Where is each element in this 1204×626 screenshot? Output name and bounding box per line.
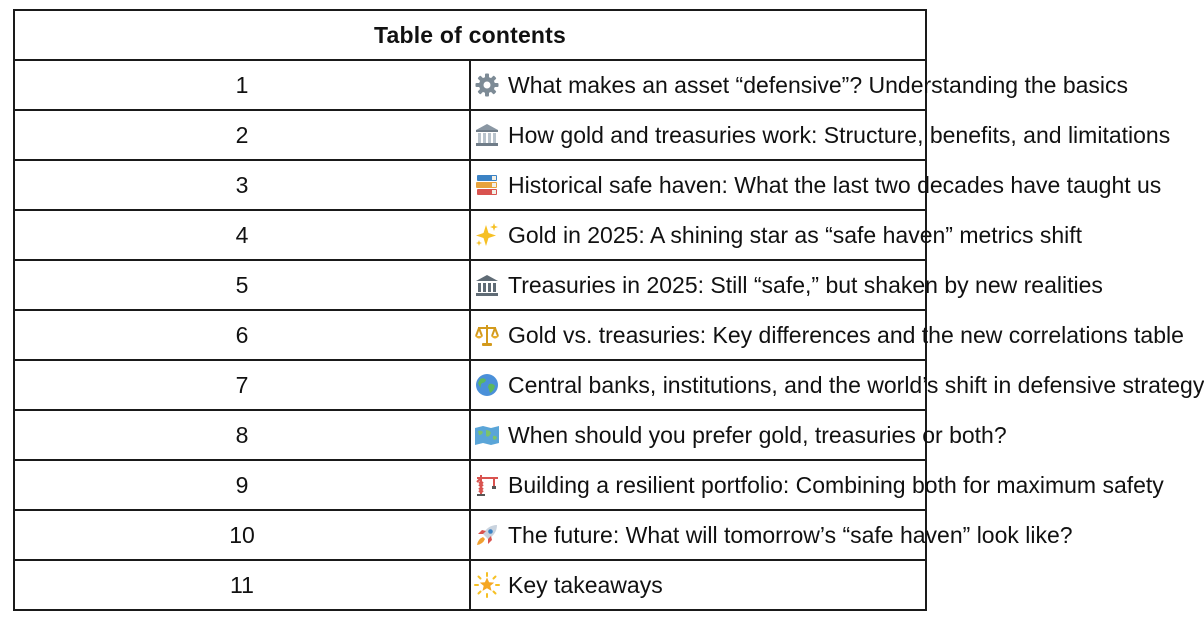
toc-row [14,210,926,260]
toc-item-text: When should you prefer gold, treasuries or both? [508,421,1007,448]
toc-item[interactable] [470,510,1073,560]
toc-item-number: 2 [14,110,470,160]
sparkles-icon [474,222,500,248]
toc-row [14,510,926,560]
toc-item-text: Central banks, institutions, and the world’s shift in defensive strategy [508,371,1204,398]
toc-item-text: Historical safe haven: What the last two decades have taught us [508,171,1162,198]
gear-icon [474,72,500,98]
toc-item-text: Building a resilient portfolio: Combining both for maximum safety [508,471,1164,498]
toc-row [14,110,926,160]
table-of-contents [13,9,1204,611]
rocket-icon [474,522,500,548]
toc-item-number: 10 [14,510,470,560]
toc-item-text: Key takeaways [508,571,663,598]
toc-item-number: 3 [14,160,470,210]
toc-item-text: Treasuries in 2025: Still “safe,” but shaken by new realities [508,271,1103,298]
globe-icon [474,372,500,398]
toc-item[interactable] [470,410,1007,460]
toc-item[interactable] [470,360,1204,410]
toc-item-text: How gold and treasuries work: Structure, benefits, and limitations [508,121,1171,148]
books-icon [474,172,500,198]
toc-row [14,260,926,310]
toc-item[interactable] [470,460,1164,510]
toc-item[interactable] [470,260,1103,310]
toc-row [14,560,926,610]
toc-item-text: The future: What will tomorrow’s “safe haven” look like? [508,521,1073,548]
classical-building-icon [474,272,500,298]
toc-item[interactable] [470,310,1184,360]
toc-item-number: 11 [14,560,470,610]
toc-header-row [14,10,926,60]
toc-item-text: Gold in 2025: A shining star as “safe haven” metrics shift [508,221,1083,248]
toc-item[interactable] [470,110,1171,160]
balance-scale-icon [474,322,500,348]
toc-item[interactable] [470,560,926,610]
bank-icon [474,122,500,148]
toc-item-number: 5 [14,260,470,310]
toc-row [14,460,926,510]
world-map-icon [474,422,500,448]
toc-item-number: 1 [14,60,470,110]
toc-item[interactable] [470,60,1129,110]
toc-row [14,310,926,360]
toc-item-text: What makes an asset “defensive”? Understanding the basics [508,71,1129,98]
toc-row [14,410,926,460]
toc-item-number: 4 [14,210,470,260]
toc-item-number: 9 [14,460,470,510]
toc-item-number: 6 [14,310,470,360]
toc-item-number: 7 [14,360,470,410]
toc-row [14,60,926,110]
toc-item[interactable] [470,160,1162,210]
toc-item-number: 8 [14,410,470,460]
glowing-star-icon [474,572,500,598]
toc-item-text: Gold vs. treasuries: Key differences and the new correlations table [508,321,1184,348]
construction-crane-icon [474,472,500,498]
toc-item[interactable] [470,210,1083,260]
toc-row [14,160,926,210]
toc-title: Table of contents [14,10,926,60]
toc-row [14,360,926,410]
